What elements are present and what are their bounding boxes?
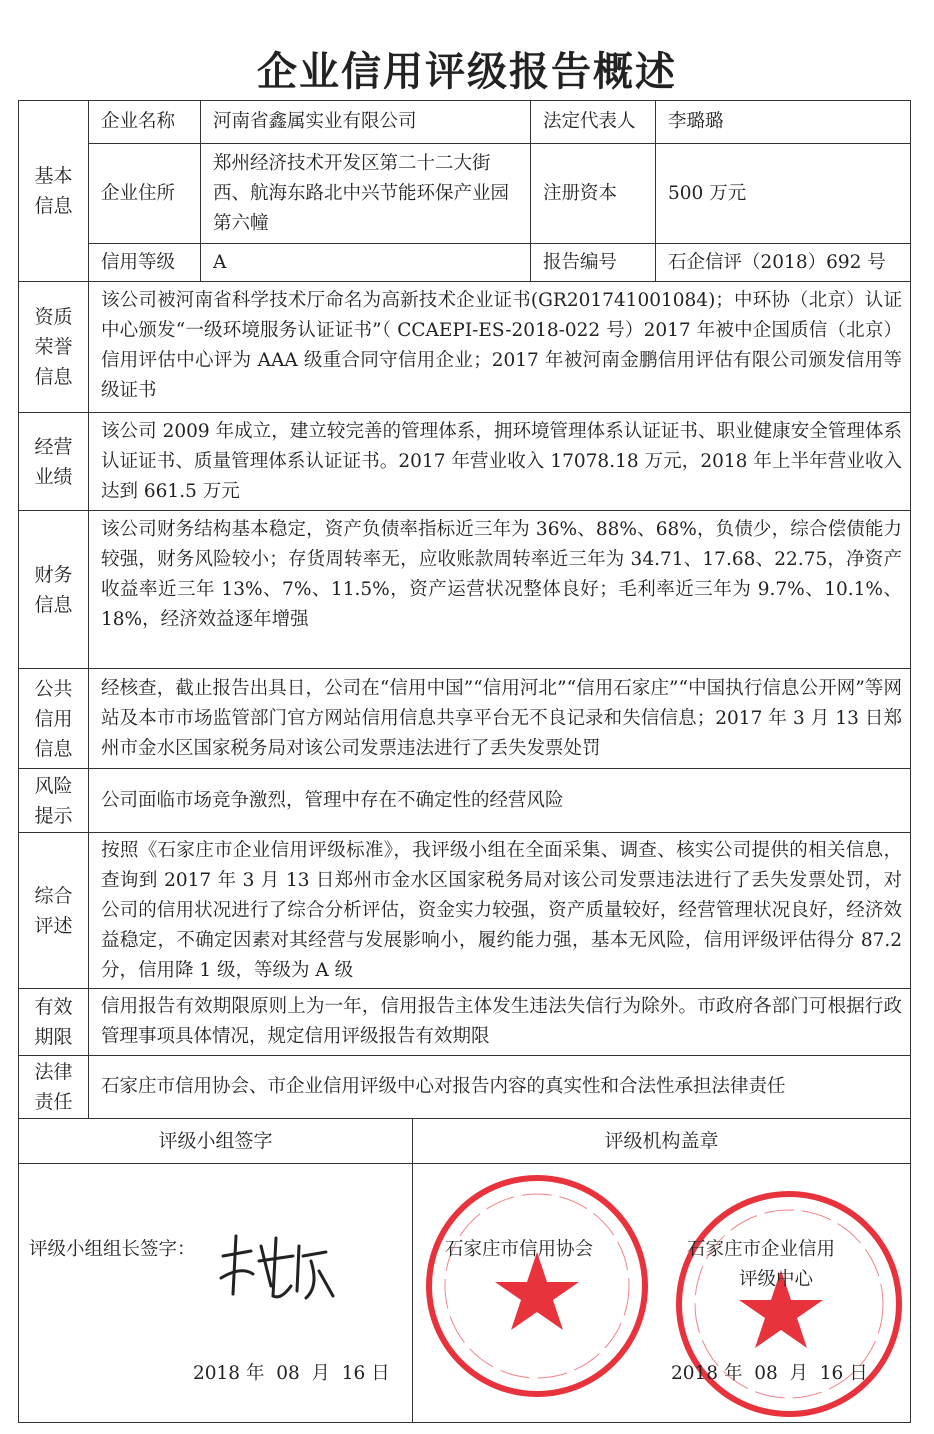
org2-name-line1: 石家庄市企业信用: [687, 1239, 836, 1260]
section-text: 按照《石家庄市企业信用评级标准》，我评级小组在全面采集、调查、核实公司提供的相关信息，查询到 2017 年 3 月 13 日郑州市金水区国家税务局对该公司发票违法进行了丢失发票处罚，对公司的信用状况进行了综合分析评估，资金实力较强，资产质量较好，经营管理状况良好，经济效益稳定，不确定因素对其经营与发展影响小，履约能力强，基本无风险，信用评级评估得分 87.2 分，信用降 1 级，等级为 A 级: [89, 833, 911, 989]
legal-rep: 李璐璐: [656, 101, 911, 144]
address: 郑州经济技术开发区第二十二大街西、航海东路北中兴节能环保产业园第六幢: [201, 144, 531, 244]
section-text: 经核查，截止报告出具日，公司在“信用中国”“信用河北”“信用石家庄”“中国执行信息公开网”等网站及本市市场监管部门官方网站信用信息共享平台无不良记录和失信信息；2017 年 3 月 13 日郑州市金水区国家税务局对该公司发票违法进行了丢失发票处罚: [89, 669, 911, 769]
section-label: 财务信息: [19, 511, 89, 669]
org2-name-line2: 评级中心: [739, 1269, 814, 1290]
sign-header-left: 评级小组签字: [19, 1119, 413, 1164]
stamp-rating-center: [669, 1186, 909, 1426]
section-text: 该公司财务结构基本稳定，资产负债率指标近三年为 36%、88%、68%，负债少，综合偿债能力较强，财务风险较小；存货周转率无，应收账款周转率近三年为 34.71、17.68、22.75，净资产收益率近三年 13%、7%、11.5%，资产运营状况整体良好；毛利率近三年为 9.7%、10.1%、18%，经济效益逐年增强: [89, 511, 911, 669]
section-text: 该公司被河南省科学技术厅命名为高新技术企业证书(GR201741001084)；中环协（北京）认证中心颁发“一级环境服务认证证书”（ CCAEPI-ES-2018-022 号）2017 年被中企国质信（北京）信用评估中心评为 AAA 级重合同守信用企业；2017 年被河南金鹏信用评估有限公司颁发信用等级证书: [89, 282, 911, 413]
section-text: 公司面临市场竞争激烈，管理中存在不确定性的经营风险: [89, 769, 911, 833]
report-no-label: 报告编号: [531, 244, 656, 282]
company-name: 河南省鑫属实业有限公司: [201, 101, 531, 144]
section-label: 资质荣誉信息: [19, 282, 89, 413]
capital-label: 注册资本: [531, 144, 656, 244]
capital: 500 万元: [656, 144, 911, 244]
section-label: 经营业绩: [19, 413, 89, 511]
section-label: 有效期限: [19, 989, 89, 1056]
stamp-credit-association: [417, 1168, 657, 1408]
section-label: 法律责任: [19, 1056, 89, 1119]
section-text: 石家庄市信用协会、市企业信用评级中心对报告内容的真实性和合法性承担法律责任: [89, 1056, 911, 1119]
grade-label: 信用等级: [89, 244, 201, 282]
section-label: 风险提示: [19, 769, 89, 833]
address-label: 企业住所: [89, 144, 201, 244]
left-date: 2018 年 08 月 16 日: [193, 1363, 390, 1384]
handwritten-signature: [211, 1216, 341, 1306]
signature-area: [19, 1164, 413, 1423]
section-text: 信用报告有效期限原则上为一年，信用报告主体发生违法失信行为除外。市政府各部门可根据行政管理事项具体情况，规定信用评级报告有效期限: [89, 989, 911, 1056]
section-text: 该公司 2009 年成立，建立较完善的管理体系，拥环境管理体系认证证书、职业健康安全管理体系认证证书、质量管理体系认证证书。2017 年营业收入 17078.18 万元，2018 年上半年营业收入达到 661.5 万元: [89, 413, 911, 511]
basic-info-label: 基本信息: [19, 101, 89, 282]
grade: A: [201, 244, 531, 282]
legal-rep-label: 法定代表人: [531, 101, 656, 144]
org1-name: 石家庄市信用协会: [445, 1239, 594, 1260]
company-name-label: 企业名称: [89, 101, 201, 144]
section-label: 公共信用信息: [19, 669, 89, 769]
stamp-area: [413, 1164, 911, 1423]
report-no: 石企信评（2018）692 号: [656, 244, 911, 282]
right-date: 2018 年 08 月 16 日: [671, 1363, 868, 1384]
leader-sign-label: 评级小组组长签字：: [29, 1239, 196, 1260]
report-table: [18, 100, 911, 1423]
page-title: 企业信用评级报告概述: [257, 49, 677, 95]
section-label: 综合评述: [19, 833, 89, 989]
sign-header-right: 评级机构盖章: [413, 1119, 911, 1164]
